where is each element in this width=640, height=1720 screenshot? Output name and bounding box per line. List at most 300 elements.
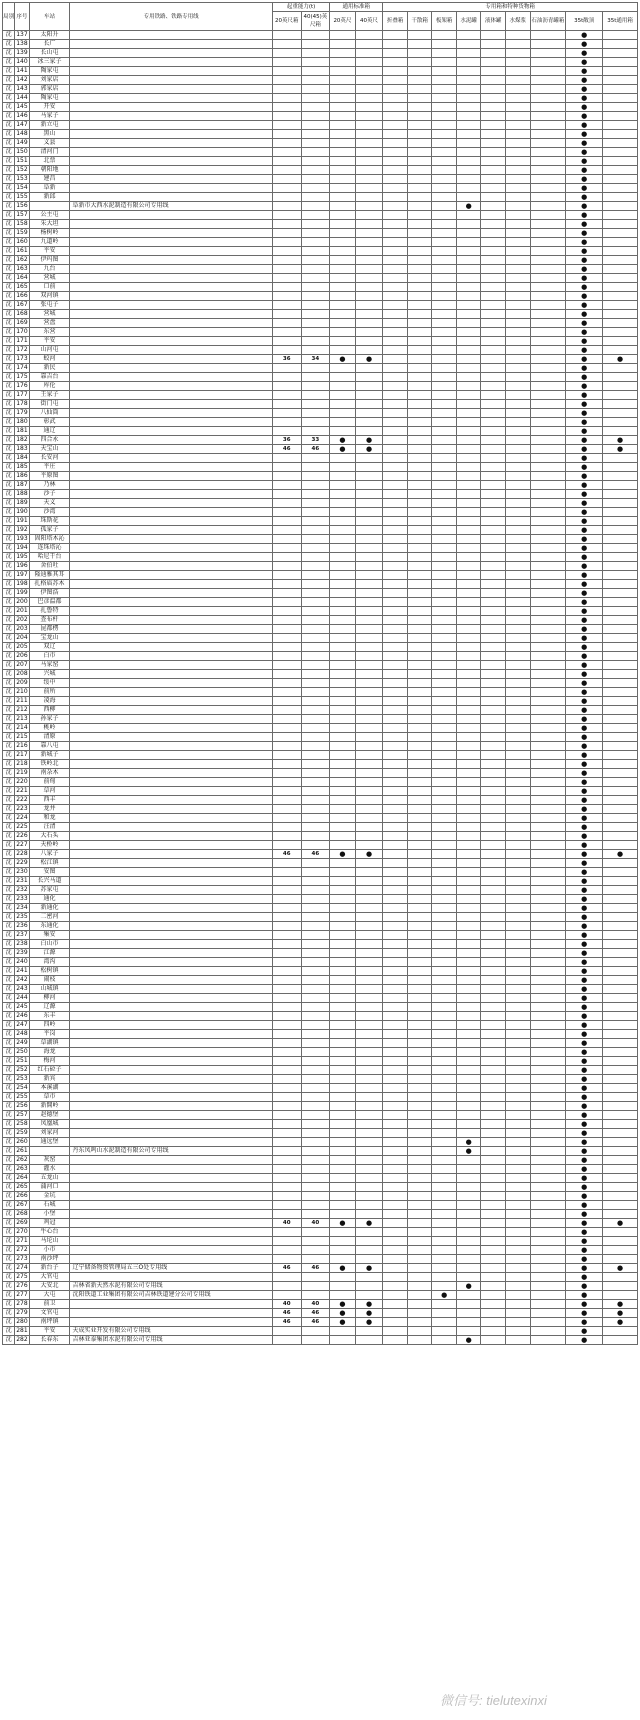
siding-cell [70, 346, 272, 355]
bureau-cell: 沈 [3, 589, 15, 598]
special-s4-cell: ● [456, 1147, 481, 1156]
special-s5-cell [481, 841, 506, 850]
special-s4-cell [456, 391, 481, 400]
seq-cell: 275 [16, 1273, 28, 1280]
station-cell: 灌水 [29, 1165, 70, 1174]
bureau-cell: 沈 [3, 535, 15, 544]
special-s6-cell [505, 940, 530, 949]
bureau-cell: 沈 [3, 85, 15, 94]
special-s3-cell [432, 121, 457, 130]
special-s6-cell [505, 517, 530, 526]
special-s2-cell [407, 1084, 432, 1093]
bureau-cell: 沈 [3, 400, 15, 409]
special-s7-cell [530, 1336, 566, 1345]
special-s8-cell: ● [566, 1210, 603, 1219]
bureau-cell: 沈 [3, 1174, 15, 1183]
bureau-cell: 沈 [3, 967, 15, 976]
special-s3-cell [432, 733, 457, 742]
special-s7-cell [530, 1039, 566, 1048]
bureau-cell: 沈 [3, 1228, 15, 1237]
special-s1-cell [383, 1282, 408, 1291]
gen20-cell: ● [330, 445, 356, 454]
special-s2-cell [407, 292, 432, 301]
special-s8-cell: ● [566, 454, 603, 463]
special-s1-cell [383, 220, 408, 229]
station-cell: 郭家店 [29, 85, 70, 94]
special-s3-cell [432, 688, 457, 697]
lift20-cell [272, 211, 301, 220]
lift40-cell [301, 1228, 330, 1237]
lift20-cell [272, 877, 301, 886]
special-s4-cell [456, 238, 481, 247]
special-s3-cell [432, 859, 457, 868]
special-s8-cell: ● [566, 1111, 603, 1120]
special-s3-cell [432, 67, 457, 76]
lift20-cell [272, 130, 301, 139]
special-s5-cell [481, 283, 506, 292]
special-s5-cell [481, 193, 506, 202]
table-row [3, 742, 638, 751]
lift20-cell [272, 463, 301, 472]
gen40-cell [355, 769, 383, 778]
bureau-cell: 沈 [3, 274, 15, 283]
special-s8-cell: ● [566, 886, 603, 895]
siding-cell [70, 1030, 272, 1039]
special-s6-cell [505, 31, 530, 40]
station-cell: 龙井 [29, 805, 70, 814]
gen40-cell: ● [355, 1309, 383, 1318]
siding-cell [70, 823, 272, 832]
special-s7-cell [530, 886, 566, 895]
table-row [3, 319, 638, 328]
special-s7-cell [530, 571, 566, 580]
special-s3-cell [432, 328, 457, 337]
table-row [3, 292, 638, 301]
lift40-cell [301, 229, 330, 238]
lift20-cell [272, 418, 301, 427]
special-s6-cell [505, 697, 530, 706]
special-s2-cell [407, 625, 432, 634]
special-s4-cell [456, 103, 481, 112]
special-s9-cell: ● [603, 1264, 638, 1273]
special-s5-cell [481, 1048, 506, 1057]
lift40-cell: 40 [301, 1219, 330, 1228]
header-lift20: 20英尺箱 [272, 12, 301, 31]
station-cell: 八家子 [29, 850, 70, 859]
special-s4-cell [456, 193, 481, 202]
special-s8-cell: ● [566, 94, 603, 103]
special-s8-cell: ● [566, 1183, 603, 1192]
special-s2-cell [407, 184, 432, 193]
gen40-cell [355, 904, 383, 913]
special-s2-cell [407, 805, 432, 814]
seq-cell: 210 [16, 688, 28, 695]
special-s8-cell: ● [566, 463, 603, 472]
special-s4-cell [456, 1246, 481, 1255]
special-s5-cell [481, 103, 506, 112]
lift20-cell [272, 310, 301, 319]
bureau-cell: 沈 [3, 607, 15, 616]
bureau-cell: 沈 [3, 157, 15, 166]
special-s7-cell [530, 391, 566, 400]
special-s4-cell [456, 706, 481, 715]
special-s4-cell [456, 544, 481, 553]
special-s5-cell [481, 715, 506, 724]
seq-cell: 270 [16, 1228, 28, 1235]
special-s1-cell [383, 985, 408, 994]
special-s5-cell [481, 1120, 506, 1129]
table-row [3, 544, 638, 553]
lift20-cell: 40 [272, 1300, 301, 1309]
special-s6-cell [505, 688, 530, 697]
special-s5-cell [481, 202, 506, 211]
lift20-cell [272, 787, 301, 796]
special-s4-cell [456, 427, 481, 436]
table-row [3, 517, 638, 526]
special-s2-cell [407, 139, 432, 148]
special-s7-cell [530, 1246, 566, 1255]
special-s5-cell [481, 112, 506, 121]
seq-cell: 241 [16, 967, 28, 974]
siding-cell [70, 751, 272, 760]
table-row [3, 931, 638, 940]
special-s2-cell [407, 1102, 432, 1111]
gen40-cell [355, 922, 383, 931]
special-s8-cell: ● [566, 445, 603, 454]
special-s4-cell [456, 445, 481, 454]
special-s7-cell [530, 1300, 566, 1309]
gen20-cell [330, 1021, 356, 1030]
special-s2-cell [407, 1201, 432, 1210]
special-s1-cell [383, 643, 408, 652]
station-cell: 新台子 [29, 1264, 70, 1273]
gen40-cell [355, 877, 383, 886]
lift40-cell [301, 328, 330, 337]
special-s8-cell: ● [566, 229, 603, 238]
station-cell: 哈尼干台 [29, 553, 70, 562]
gen40-cell [355, 652, 383, 661]
special-s7-cell [530, 1075, 566, 1084]
special-s3-cell [432, 1039, 457, 1048]
special-s4-cell [456, 121, 481, 130]
station-cell [29, 1147, 70, 1156]
table-row [3, 454, 638, 463]
table-row [3, 1120, 638, 1129]
special-s5-cell [481, 1012, 506, 1021]
lift40-cell [301, 454, 330, 463]
lift20-cell [272, 868, 301, 877]
special-s8-cell: ● [566, 517, 603, 526]
special-s4-cell [456, 1066, 481, 1075]
special-s7-cell [530, 1057, 566, 1066]
special-s1-cell [383, 805, 408, 814]
special-s3-cell [432, 400, 457, 409]
gen20-cell [330, 1183, 356, 1192]
special-s1-cell [383, 175, 408, 184]
special-s5-cell [481, 1075, 506, 1084]
station-cell: 天义 [29, 499, 70, 508]
special-s7-cell [530, 607, 566, 616]
station-cell: 天桥岭 [29, 841, 70, 850]
special-s7-cell [530, 355, 566, 364]
gen40-cell [355, 1021, 383, 1030]
gen20-cell [330, 1084, 356, 1093]
bureau-cell: 沈 [3, 625, 15, 634]
table-row [3, 643, 638, 652]
special-s7-cell [530, 148, 566, 157]
station-cell: 公主屯 [29, 211, 70, 220]
bureau-cell: 沈 [3, 346, 15, 355]
special-s5-cell [481, 1156, 506, 1165]
gen20-cell [330, 823, 356, 832]
special-s2-cell [407, 841, 432, 850]
station-cell: 新民 [29, 364, 70, 373]
special-s5-cell [481, 508, 506, 517]
special-s2-cell [407, 976, 432, 985]
bureau-cell: 沈 [3, 769, 15, 778]
special-s6-cell [505, 742, 530, 751]
lift40-cell [301, 31, 330, 40]
gen40-cell [355, 463, 383, 472]
special-s6-cell [505, 481, 530, 490]
siding-cell: 辽宁储备物资管理局五三O处专用线 [70, 1264, 272, 1273]
gen40-cell [355, 103, 383, 112]
special-s9-cell [603, 805, 638, 814]
gen20-cell [330, 760, 356, 769]
siding-cell [70, 400, 272, 409]
special-s3-cell [432, 787, 457, 796]
special-s4-cell [456, 436, 481, 445]
special-s3-cell [432, 931, 457, 940]
gen20-cell [330, 364, 356, 373]
special-s5-cell [481, 85, 506, 94]
seq-cell: 208 [16, 670, 28, 677]
gen20-cell [330, 1012, 356, 1021]
gen40-cell [355, 229, 383, 238]
special-s2-cell [407, 895, 432, 904]
special-s8-cell: ● [566, 1048, 603, 1057]
special-s4-cell [456, 1228, 481, 1237]
lift40-cell [301, 382, 330, 391]
special-s1-cell [383, 157, 408, 166]
special-s5-cell [481, 913, 506, 922]
lift20-cell [272, 976, 301, 985]
siding-cell [70, 292, 272, 301]
seq-cell: 232 [16, 886, 28, 893]
special-s8-cell: ● [566, 436, 603, 445]
siding-cell [70, 1201, 272, 1210]
lift20-cell [272, 940, 301, 949]
siding-cell [70, 1048, 272, 1057]
siding-cell [70, 571, 272, 580]
gen20-cell [330, 148, 356, 157]
table-row [3, 103, 638, 112]
special-s6-cell [505, 859, 530, 868]
seq-cell: 249 [16, 1039, 28, 1046]
special-s6-cell [505, 877, 530, 886]
seq-cell: 176 [16, 382, 28, 389]
table-row [3, 1192, 638, 1201]
table-row [3, 247, 638, 256]
special-s2-cell [407, 967, 432, 976]
special-s4-cell [456, 922, 481, 931]
special-s8-cell: ● [566, 184, 603, 193]
table-row [3, 715, 638, 724]
special-s3-cell [432, 553, 457, 562]
station-cell: 兴城 [29, 670, 70, 679]
bureau-cell: 沈 [3, 706, 15, 715]
special-s9-cell [603, 427, 638, 436]
gen40-cell [355, 1030, 383, 1039]
lift40-cell [301, 193, 330, 202]
special-s6-cell [505, 967, 530, 976]
station-cell: 山河屯 [29, 346, 70, 355]
special-s8-cell: ● [566, 877, 603, 886]
special-s7-cell [530, 832, 566, 841]
special-s5-cell [481, 427, 506, 436]
station-cell: 八仙筒 [29, 409, 70, 418]
seq-cell: 170 [16, 328, 28, 335]
bureau-cell: 沈 [3, 211, 15, 220]
bureau-cell: 沈 [3, 382, 15, 391]
lift40-cell [301, 589, 330, 598]
special-s9-cell [603, 220, 638, 229]
special-s3-cell [432, 346, 457, 355]
lift40-cell [301, 634, 330, 643]
special-s1-cell [383, 616, 408, 625]
siding-cell [70, 472, 272, 481]
special-s8-cell: ● [566, 805, 603, 814]
bureau-cell: 沈 [3, 931, 15, 940]
special-s4-cell [456, 778, 481, 787]
special-s5-cell [481, 1138, 506, 1147]
special-s7-cell [530, 1273, 566, 1282]
gen20-cell [330, 931, 356, 940]
special-s5-cell [481, 1102, 506, 1111]
bureau-cell: 沈 [3, 1048, 15, 1057]
station-cell: 口前 [29, 283, 70, 292]
gen40-cell [355, 427, 383, 436]
lift20-cell [272, 625, 301, 634]
lift40-cell [301, 1048, 330, 1057]
special-s9-cell [603, 1003, 638, 1012]
special-s3-cell [432, 103, 457, 112]
special-s6-cell [505, 1237, 530, 1246]
special-s2-cell [407, 508, 432, 517]
seq-cell: 152 [16, 166, 28, 173]
lift40-cell [301, 472, 330, 481]
special-s2-cell [407, 220, 432, 229]
lift20-cell [272, 1084, 301, 1093]
special-s8-cell: ● [566, 715, 603, 724]
special-s9-cell [603, 337, 638, 346]
special-s9-cell [603, 328, 638, 337]
lift40-cell [301, 49, 330, 58]
special-s8-cell: ● [566, 1237, 603, 1246]
seq-cell: 196 [16, 562, 28, 569]
special-s1-cell [383, 1309, 408, 1318]
special-s5-cell [481, 220, 506, 229]
gen20-cell [330, 121, 356, 130]
bureau-cell: 沈 [3, 814, 15, 823]
special-s9-cell [603, 661, 638, 670]
special-s1-cell [383, 418, 408, 427]
seq-cell: 153 [16, 175, 28, 182]
special-s1-cell [383, 499, 408, 508]
special-s8-cell: ● [566, 499, 603, 508]
special-s1-cell [383, 1102, 408, 1111]
special-s1-cell [383, 697, 408, 706]
lift20-cell [272, 1048, 301, 1057]
special-s4-cell [456, 94, 481, 103]
special-s1-cell [383, 1228, 408, 1237]
gen20-cell [330, 661, 356, 670]
siding-cell: 吉林亚泰集团水泥有限公司专用线 [70, 1336, 272, 1345]
siding-cell [70, 373, 272, 382]
gen40-cell: ● [355, 1318, 383, 1327]
bureau-cell: 沈 [3, 1075, 15, 1084]
siding-cell [70, 67, 272, 76]
special-s5-cell [481, 139, 506, 148]
table-row [3, 1129, 638, 1138]
special-s7-cell [530, 76, 566, 85]
special-s6-cell [505, 625, 530, 634]
lift40-cell [301, 877, 330, 886]
special-s7-cell [530, 49, 566, 58]
table-row [3, 859, 638, 868]
gen20-cell: ● [330, 355, 356, 364]
seq-cell: 282 [16, 1336, 28, 1343]
special-s7-cell [530, 688, 566, 697]
special-s7-cell [530, 967, 566, 976]
station-cell: 长安河 [29, 454, 70, 463]
special-s9-cell [603, 490, 638, 499]
seq-cell: 173 [16, 355, 28, 362]
special-s9-cell [603, 553, 638, 562]
gen40-cell [355, 1156, 383, 1165]
special-s8-cell: ● [566, 76, 603, 85]
special-s8-cell: ● [566, 1300, 603, 1309]
seq-cell: 169 [16, 319, 28, 326]
station-cell: 通辽 [29, 427, 70, 436]
gen20-cell: ● [330, 1300, 356, 1309]
special-s4-cell [456, 769, 481, 778]
special-s6-cell [505, 760, 530, 769]
special-s4-cell [456, 1012, 481, 1021]
siding-cell [70, 634, 272, 643]
siding-cell [70, 364, 272, 373]
gen20-cell [330, 463, 356, 472]
gen20-cell [330, 1282, 356, 1291]
special-s4-cell [456, 904, 481, 913]
special-s9-cell [603, 346, 638, 355]
table-row [3, 1300, 638, 1309]
lift40-cell [301, 1336, 330, 1345]
gen20-cell [330, 175, 356, 184]
lift40-cell [301, 130, 330, 139]
gen40-cell [355, 400, 383, 409]
special-s6-cell [505, 571, 530, 580]
special-s7-cell [530, 661, 566, 670]
lift20-cell [272, 715, 301, 724]
special-s8-cell: ● [566, 1021, 603, 1030]
station-cell: 王家子 [29, 391, 70, 400]
special-s6-cell [505, 1273, 530, 1282]
gen40-cell [355, 1039, 383, 1048]
special-s3-cell [432, 904, 457, 913]
seq-cell: 191 [16, 517, 28, 524]
lift40-cell [301, 616, 330, 625]
